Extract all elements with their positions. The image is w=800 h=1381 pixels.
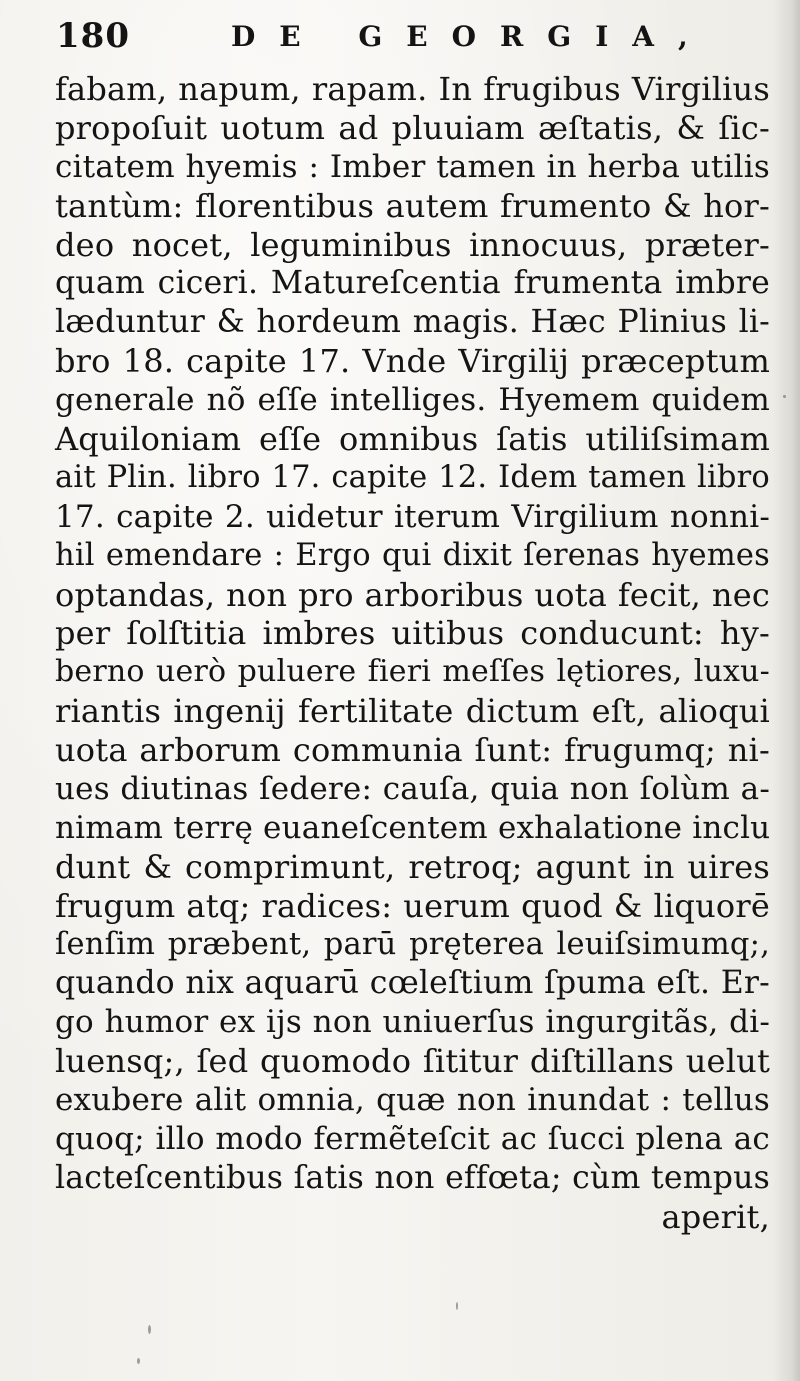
text-line: citatem hyemis : Imber tamen in herba utilis bbox=[55, 148, 770, 185]
text-line: frugum atq; radices: uerum quod & liquorē bbox=[55, 886, 770, 925]
text-line: ues diutinas ſedere: cauſa, quia non ſolùm a- bbox=[55, 771, 770, 808]
page-header bbox=[56, 14, 768, 58]
text-line: generale nõ eſſe intelliges. Hyemem quidem bbox=[55, 382, 770, 419]
catchword: aperit, bbox=[661, 1197, 770, 1236]
text-line: nimam terrę euaneſcentem exhalatione inclu bbox=[55, 809, 771, 846]
text-line: deo nocet, leguminibus innocuus, præter- bbox=[55, 225, 770, 264]
text-line: riantis ingenij fertilitate dictum eſt, alioqui bbox=[55, 692, 770, 731]
text-line: ait Plin. libro 17. capite 12. Idem tamen libro bbox=[55, 459, 770, 495]
text-line: per ſolſtitia imbres uitibus conducunt: hy- bbox=[55, 614, 770, 653]
text-line: Aquiloniam eſſe omnibus ſatis utiliſsimam bbox=[55, 420, 770, 459]
text-line: optandas, non pro arboribus uota fecit, nec bbox=[55, 575, 770, 614]
text-line: læduntur & hordeum magis. Hæc Plinius li- bbox=[55, 304, 770, 341]
text-line: hil emendare : Ergo qui dixit ſerenas hyemes bbox=[55, 537, 770, 573]
text-line: quam ciceri. Matureſcentia frumenta imbre bbox=[55, 265, 770, 302]
text-line: luensq;, ſed quomodo ſititur diſtillans uelut bbox=[55, 1042, 770, 1081]
text-line: tantùm: florentibus autem frumento & hor- bbox=[55, 186, 770, 225]
running-head: DE GEORGIA, bbox=[231, 20, 712, 53]
text-line: quando nix aquarū cœleſtium ſpuma eſt. Er- bbox=[55, 965, 770, 1002]
text-line: lacteſcentibus ſatis non effœta; cùm tempus bbox=[55, 1159, 770, 1196]
page-edge-shadow bbox=[772, 0, 800, 1381]
text-line: fabam, napum, rapam. In frugibus Virgilius bbox=[55, 70, 770, 108]
ink-speck bbox=[148, 1325, 151, 1334]
ink-speck bbox=[783, 395, 786, 398]
body-text bbox=[55, 70, 770, 1237]
text-line: propoſuit uotum ad pluuiam æſtatis, & ſic- bbox=[55, 108, 770, 147]
text-line: quoq; illo modo fermẽteſcit ac ſucci plena ac bbox=[55, 1121, 770, 1158]
ink-speck bbox=[456, 1302, 458, 1310]
text-line: exubere alit omnia, quæ non inundat : tellus bbox=[55, 1082, 770, 1119]
text-line: uota arborum communia ſunt: frugumq; ni- bbox=[55, 731, 770, 770]
text-line: berno uerò puluere fieri meſſes lętiores, luxu- bbox=[55, 654, 770, 690]
page-number: 180 bbox=[56, 16, 130, 56]
ink-speck bbox=[137, 1358, 140, 1364]
text-line: dunt & comprimunt, retroq; agunt in uires bbox=[55, 847, 770, 886]
text-line: go humor ex ijs non uniuerſus ingurgitãs, di- bbox=[55, 1004, 770, 1041]
text-line: ſenſim præbent, parū pręterea leuiſsimumq;, bbox=[55, 926, 770, 962]
text-line: bro 18. capite 17. Vnde Virgilij præceptum bbox=[55, 342, 770, 381]
text-line: 17. capite 2. uidetur iterum Virgilium nonni- bbox=[55, 498, 770, 535]
